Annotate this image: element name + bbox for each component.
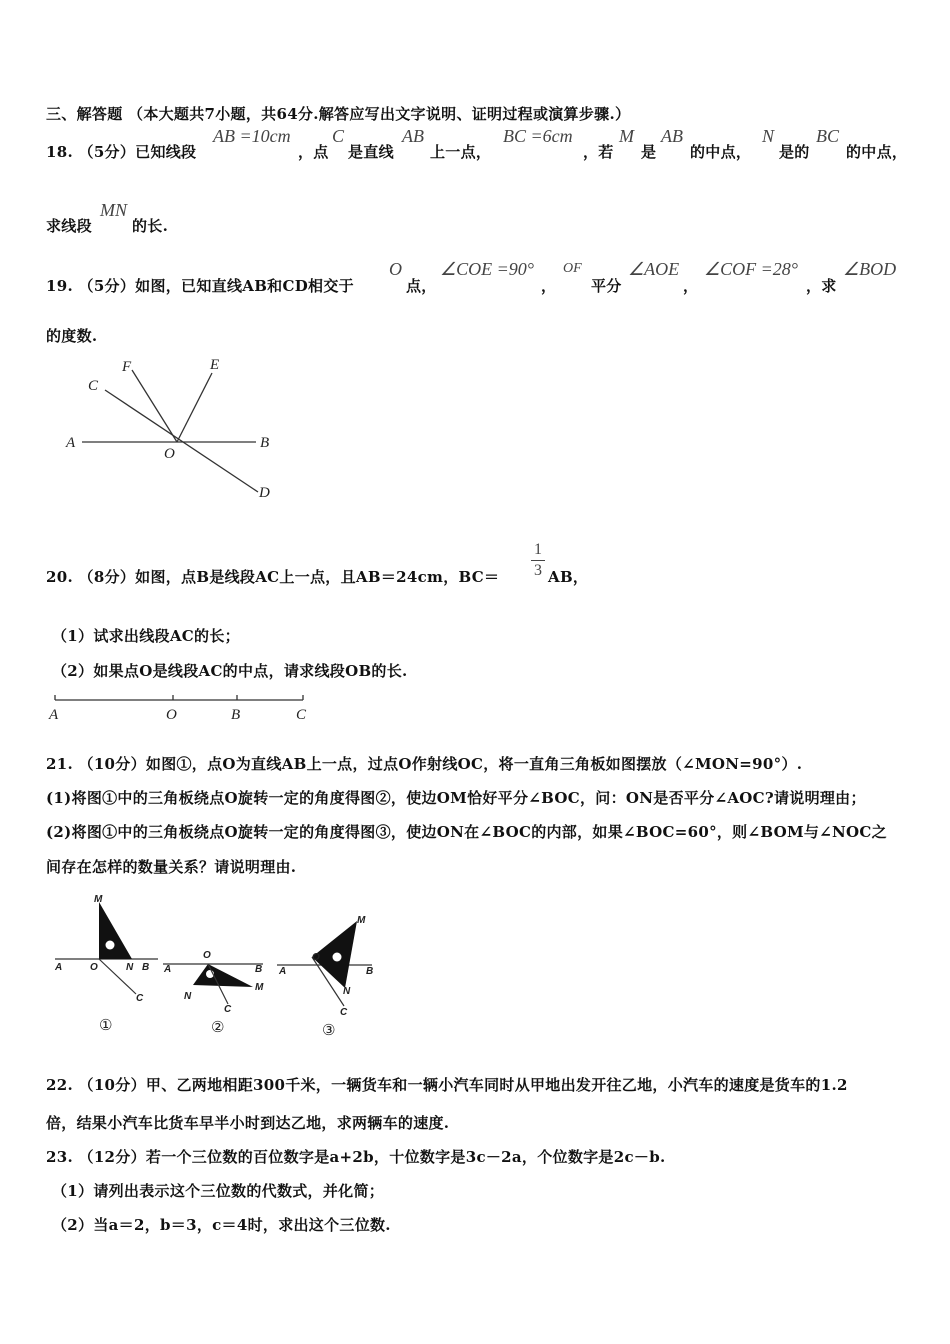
q20-part-1: （1）试求出线段AC的长； (52, 627, 240, 645)
label-e: E (210, 357, 220, 373)
q22-line-1: 22. （10分）甲、乙两地相距300千米，一辆货车和一辆小汽车同时从甲地出发开往乙地，小汽车的速度是货车的1.2 (46, 1076, 848, 1094)
q19-math-aoe: ∠AOE (628, 259, 680, 279)
q19-text-6: ，求 (806, 277, 837, 295)
label-a: A (49, 707, 59, 723)
svg-text:M: M (255, 982, 264, 993)
q18-math-mn: MN (100, 200, 127, 220)
svg-text:C: C (340, 1007, 348, 1018)
caption-2: ② (211, 1018, 225, 1036)
label-o: O (164, 446, 175, 462)
svg-text:N: N (184, 991, 192, 1002)
section-title: 三、解答题 （本大题共7小题，共64分.解答应写出文字说明、证明过程或演算步骤.） (46, 105, 631, 123)
ray-oe (177, 373, 212, 442)
ray-of (132, 370, 177, 442)
q18-math-bc2: BC (816, 126, 840, 146)
q19-math-of: OF (563, 261, 582, 276)
svg-text:B: B (142, 962, 150, 973)
svg-text:N: N (126, 962, 134, 973)
q18-text-9: 的中点， (846, 143, 908, 161)
q18-line2-a: 求线段 (46, 217, 92, 235)
q21-line-2: (1)将图①中的三角板绕点O旋转一定的角度得图②，使边OM恰好平分∠BOC，问：ON是否平分∠AOC?请说明理由； (46, 789, 866, 807)
triangle-2 (193, 964, 253, 987)
q18-math-m: M (619, 126, 634, 146)
caption-3: ③ (322, 1021, 336, 1039)
q18-math-ab3: AB (661, 126, 683, 146)
label-d: D (259, 485, 270, 501)
line-cd (105, 390, 258, 492)
label-c: C (296, 707, 307, 723)
q20-frac-den: 3 (534, 562, 542, 579)
svg-text:O: O (312, 952, 320, 963)
svg-text:O: O (203, 950, 211, 961)
q19-text-4: 平分 (591, 277, 622, 295)
q19-line2: 的度数. (46, 327, 98, 345)
q23-part-1: （1）请列出表示这个三位数的代数式，并化简； (52, 1182, 385, 1200)
svg-text:M: M (94, 894, 103, 905)
q19-text-2: 点， (406, 277, 437, 295)
q19-text-1: 19. （5分）如图，已知直线AB和CD相交于 (46, 277, 354, 295)
caption-1: ① (99, 1016, 113, 1034)
q19-math-bod: ∠BOD (843, 259, 897, 279)
q20-frac-num: 1 (534, 541, 542, 558)
svg-text:O: O (90, 962, 98, 973)
q18-text-7: 的中点， (690, 143, 752, 161)
q21-figure-1 (54, 894, 158, 1034)
svg-text:N: N (343, 986, 351, 997)
q18-math-ab2: AB (402, 126, 424, 146)
q18-text-3: 是直线 (348, 143, 394, 161)
q18-text-4: 上一点， (430, 143, 492, 161)
svg-text:M: M (357, 915, 366, 926)
q18-text-2: ，点 (298, 143, 329, 161)
frac-bar (531, 560, 545, 561)
label-b: B (260, 435, 270, 451)
q21-line-1: 21. （10分）如图①，点O为直线AB上一点，过点O作射线OC，将一直角三角板如图摆放（∠MON=90°）. (46, 755, 803, 773)
q22-line-2: 倍，结果小汽车比货车早半小时到达乙地，求两辆车的速度. (46, 1114, 450, 1132)
q21-figure-2 (163, 950, 264, 1036)
label-b: B (231, 707, 241, 723)
q19-math-o: O (389, 259, 402, 279)
q18-math-ab: AB =10cm (213, 126, 291, 146)
label-o: O (166, 707, 177, 723)
q21-figures (50, 888, 390, 1043)
q18-math-n: N (762, 126, 775, 146)
q20-text-1: 20. （8分）如图，点B是线段AC上一点，且AB＝24cm，BC＝ (46, 568, 500, 586)
q23-part-2: （2）当a＝2，b＝3，c＝4时，求出这个三位数. (52, 1216, 391, 1234)
q21-figure-3 (277, 915, 373, 1039)
q18-math-bc: BC =6cm (503, 126, 573, 146)
q20-figure (45, 690, 325, 725)
svg-text:A: A (164, 964, 172, 975)
q21-line-4: 间存在怎样的数量关系？请说明理由. (46, 858, 297, 876)
q21-line-3: (2)将图①中的三角板绕点O旋转一定的角度得图③，使边ON在∠BOC的内部，如果∠BOC=60°，则∠BOM与∠NOC之 (46, 823, 887, 841)
q19-text-3: ， (541, 277, 557, 295)
q20-part-2: （2）如果点O是线段AC的中点，请求线段OB的长. (52, 662, 408, 680)
q23-line-1: 23. （12分）若一个三位数的百位数字是a+2b，十位数字是3c－2a，个位数字是2c－b. (46, 1148, 666, 1166)
q20-text-2: AB， (548, 568, 589, 586)
label-f: F (122, 359, 132, 375)
triangle-1 (99, 902, 132, 959)
q18-line2-b: 的长. (132, 217, 169, 235)
svg-text:B: B (366, 966, 374, 977)
svg-text:C: C (224, 1004, 232, 1015)
q19-math-coe: ∠COE =90° (440, 259, 534, 279)
q18-text-8: 是的 (779, 143, 810, 161)
q18-text-1: 18. （5分）已知线段 (46, 143, 197, 161)
q19-math-cof: ∠COF =28° (704, 259, 798, 279)
label-c: C (88, 378, 99, 394)
q18-text-5: ，若 (583, 143, 614, 161)
label-a: A (66, 435, 76, 451)
q19-figure (60, 350, 290, 505)
q18-text-6: 是 (641, 143, 657, 161)
svg-text:A: A (55, 962, 63, 973)
svg-text:C: C (136, 993, 144, 1004)
q19-text-5: ， (683, 277, 699, 295)
svg-text:B: B (255, 964, 263, 975)
svg-text:A: A (279, 966, 287, 977)
q18-math-c: C (332, 126, 345, 146)
q20-fraction (531, 541, 545, 580)
